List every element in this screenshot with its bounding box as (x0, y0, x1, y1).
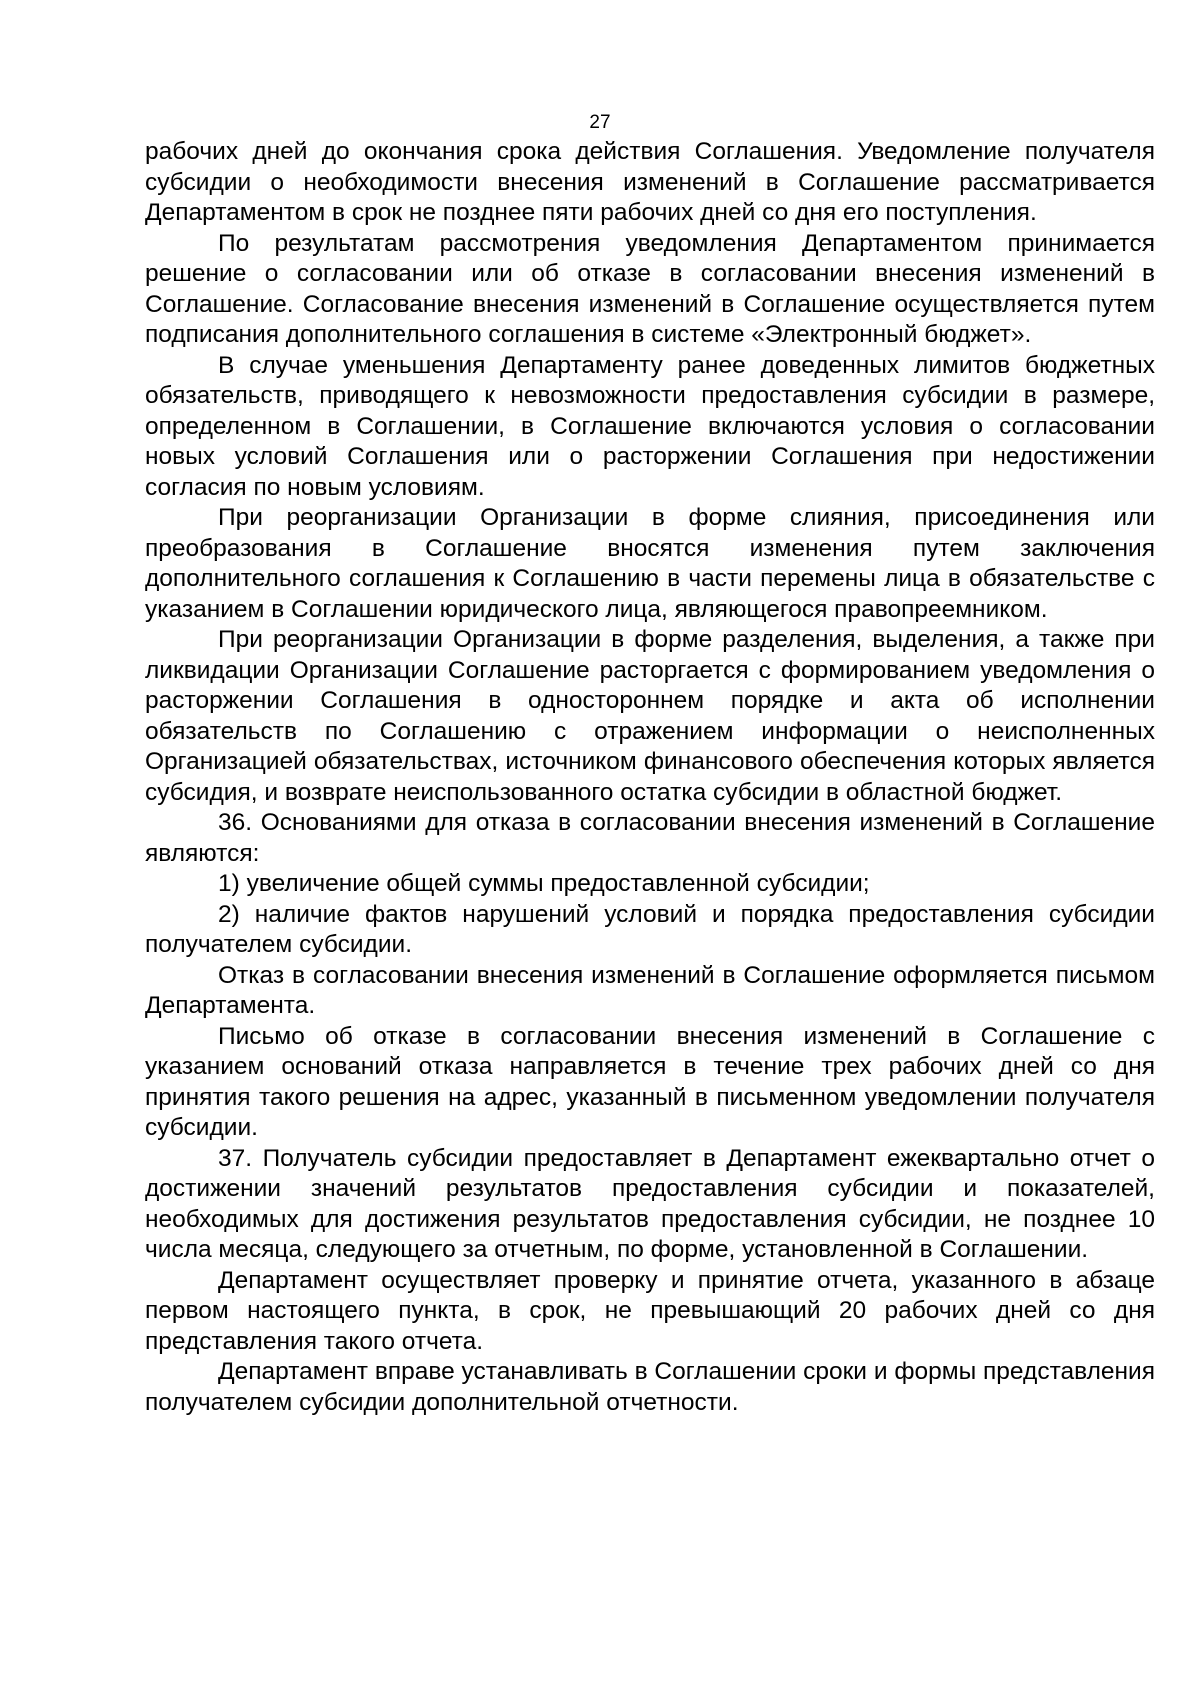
paragraph: Отказ в согласовании внесения изменений в Соглашение оформляется письмом Департамента. (145, 961, 1155, 1019)
paragraph: По результатам рассмотрения уведомления Департаментом принимается решение о согласовании или об отказе в согласовании внесения изменений в Соглашение. Согласование внесения изменений в Соглашение осуществляется путем подписания дополнительного соглашения в системе «Электронный бюджет». (145, 229, 1155, 348)
paragraph: При реорганизации Организации в форме слияния, присоединения или преобразования в Соглашение вносятся изменения путем заключения дополнительного соглашения к Соглашению в части перемены лица в обязательстве с указанием в Соглашении юридического лица, являющегося правопреемником. (145, 504, 1155, 623)
list-item: 1) увеличение общей суммы предоставленной субсидии; (218, 870, 870, 897)
clause-37: 37. Получатель субсидии предоставляет в Департамент ежеквартально отчет о достижении значений результатов предоставления субсидии и показателей, необходимых для достижения результатов предоставления субсидии, не позднее 10 числа месяца, следующего за отчетным, по форме, установленной в Соглашении. (145, 1144, 1155, 1263)
paragraph: Департамент осуществляет проверку и принятие отчета, указанного в абзаце первом настоящего пункта, в срок, не превышающий 20 рабочих дней со дня представления такого отчета. (145, 1266, 1155, 1355)
paragraph: Департамент вправе устанавливать в Соглашении сроки и формы представления получателем субсидии дополнительной отчетности. (145, 1358, 1155, 1416)
page-number: 27 (589, 112, 611, 133)
clause-36: 36. Основаниями для отказа в согласовании внесения изменений в Соглашение являются: (145, 809, 1155, 867)
list-item: 2) наличие фактов нарушений условий и порядка предоставления субсидии получателем субсидии. (145, 900, 1155, 958)
document-body (145, 137, 1155, 1418)
paragraph: рабочих дней до окончания срока действия Соглашения. Уведомление получателя субсидии о необходимости внесения изменений в Соглашение рассматривается Департаментом в срок не позднее пяти рабочих дней со дня его поступления. (145, 138, 1155, 226)
paragraph: Письмо об отказе в согласовании внесения изменений в Соглашение с указанием оснований отказа направляется в течение трех рабочих дней со дня принятия такого решения на адрес, указанный в письменном уведомлении получателя субсидии. (145, 1022, 1155, 1141)
paragraph: В случае уменьшения Департаменту ранее доведенных лимитов бюджетных обязательств, приводящего к невозможности предоставления субсидии в размере, определенном в Соглашении, в Соглашение включаются условия о согласовании новых условий Соглашения или о расторжении Соглашения при недостижении согласия по новым условиям. (145, 351, 1155, 501)
paragraph: При реорганизации Организации в форме разделения, выделения, а также при ликвидации Организации Соглашение расторгается с формированием уведомления о расторжении Соглашения в одностороннем порядке и акта об исполнении обязательств по Соглашению с отражением информации о неисполненных Организацией обязательствах, источником финансового обеспечения которых является субсидия, и возврате неиспользованного остатка субсидии в областной бюджет. (145, 626, 1155, 806)
